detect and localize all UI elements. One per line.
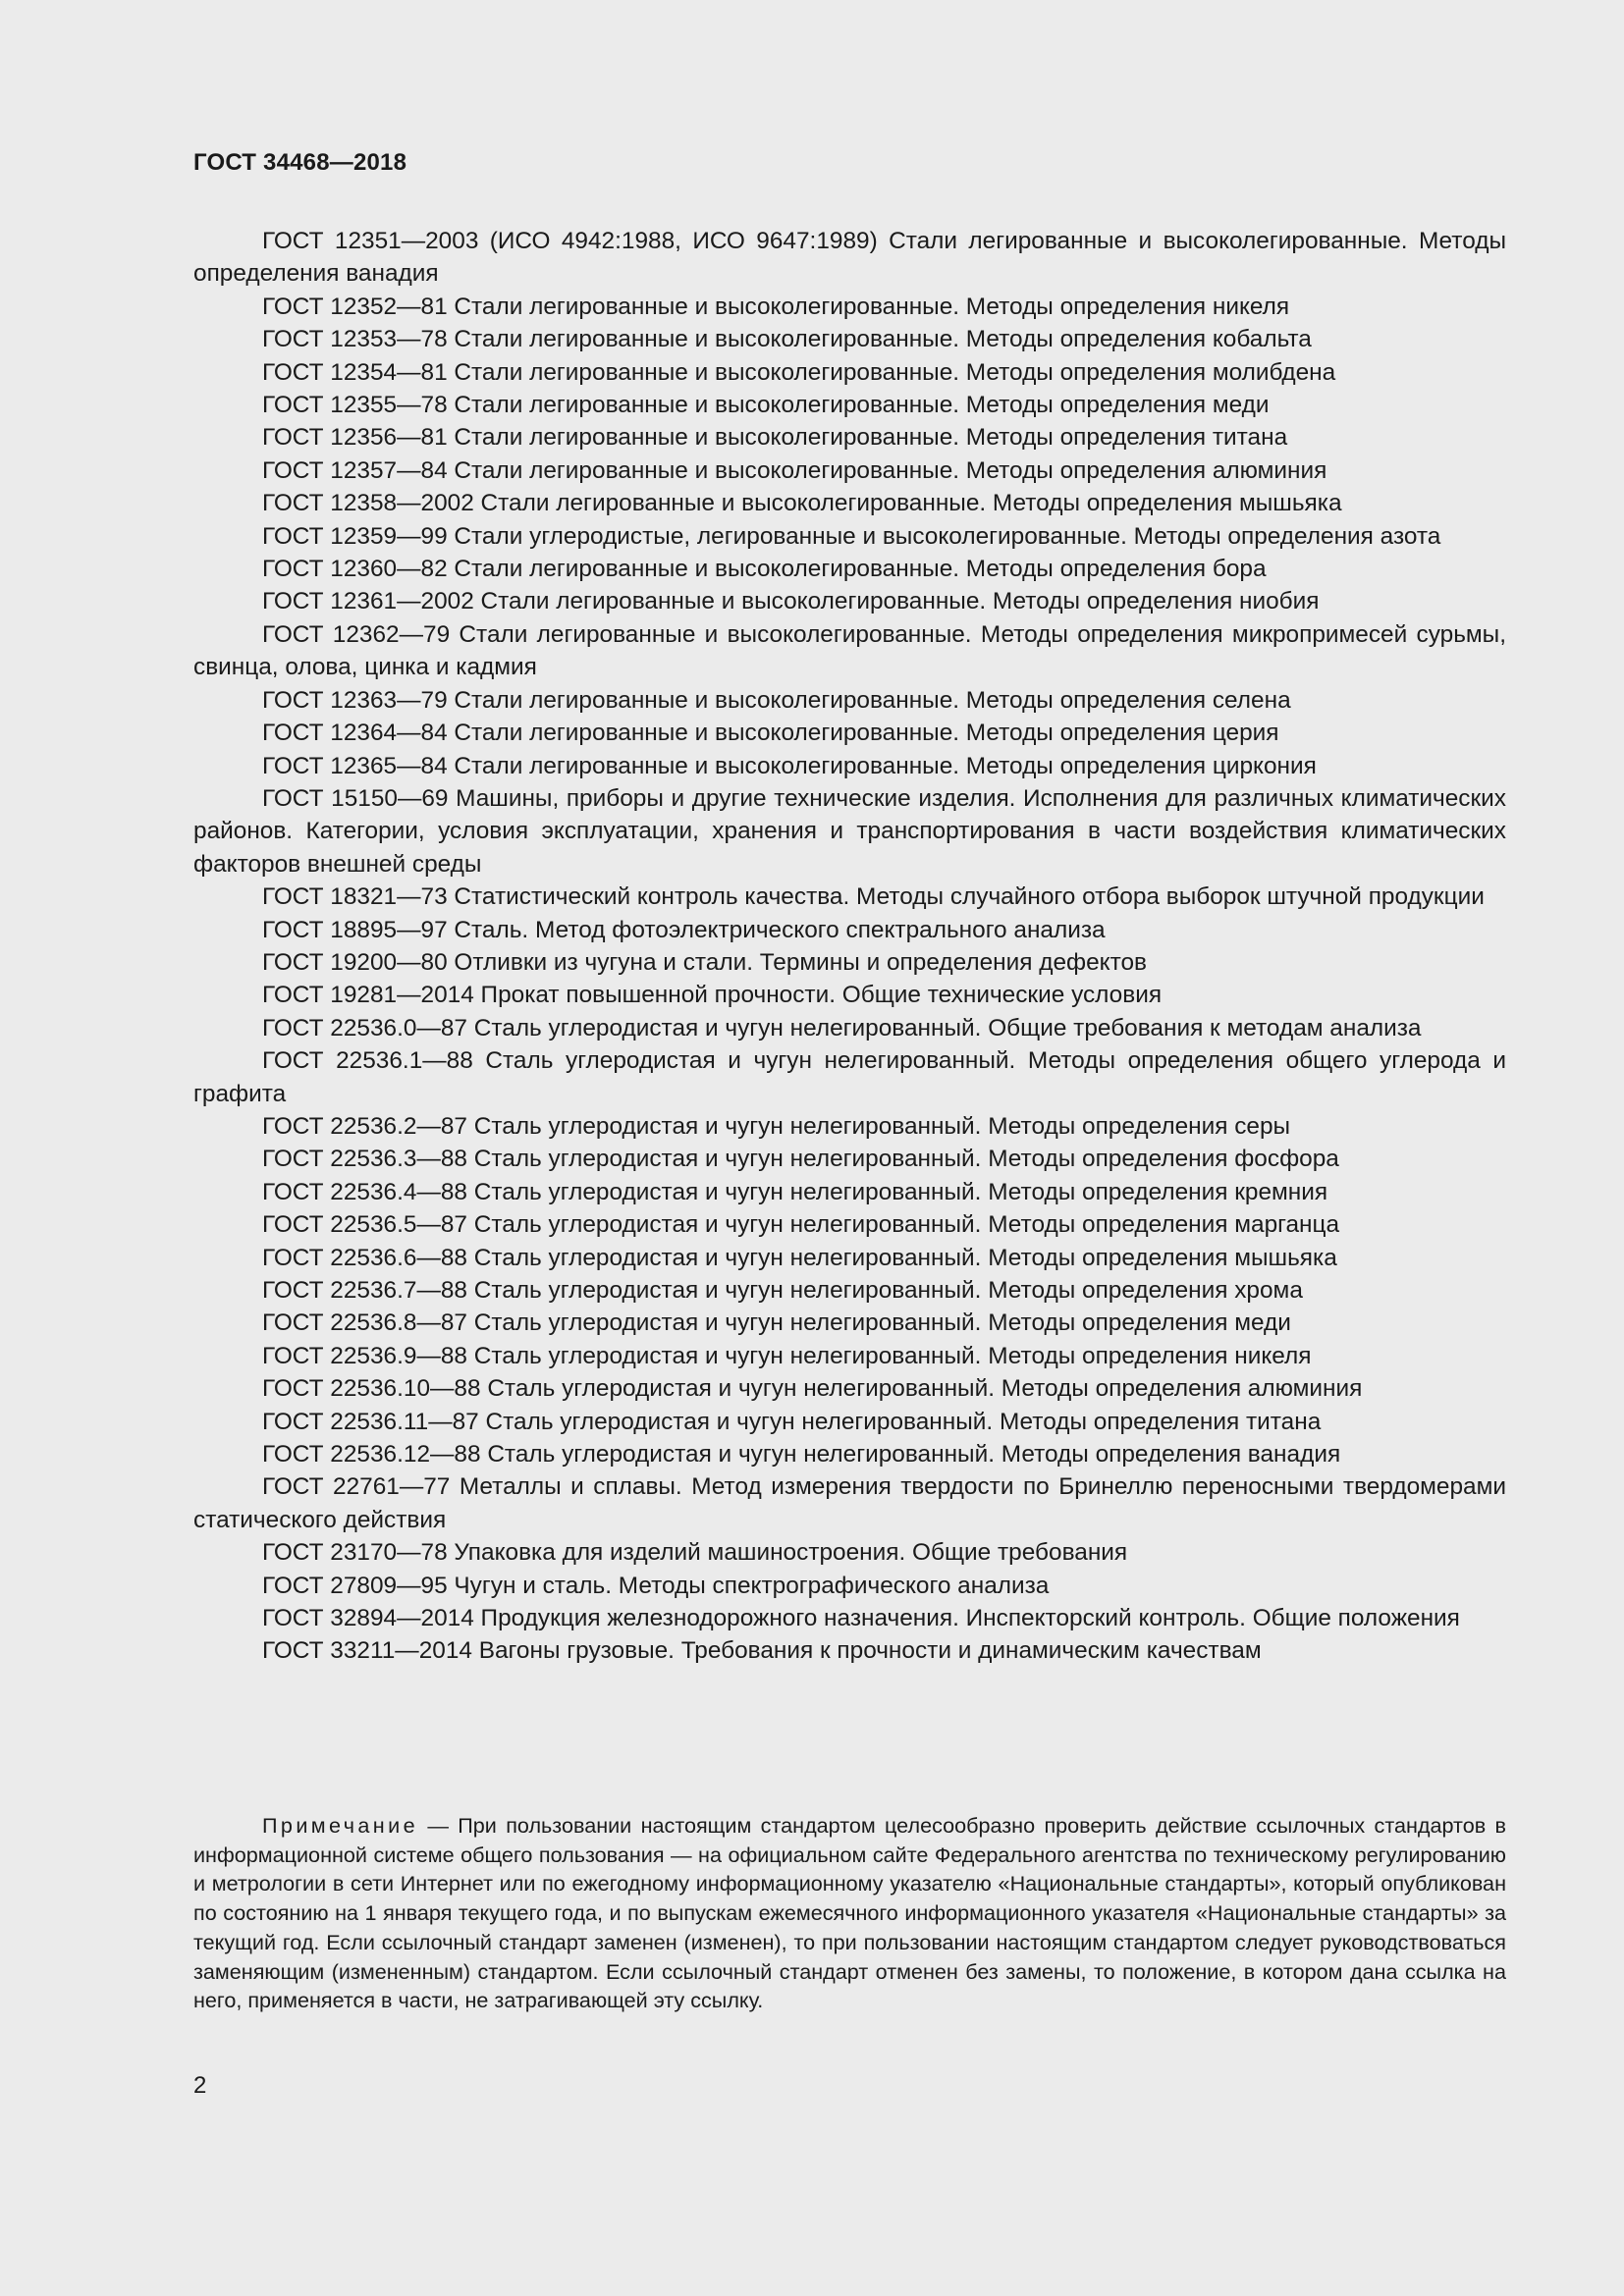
reference-item: ГОСТ 32894—2014 Продукция железнодорожного назначения. Инспекторский контроль. Общие положения — [262, 1605, 1460, 1632]
document-header: ГОСТ 34468—2018 — [193, 149, 407, 176]
reference-item: ГОСТ 22536.5—87 Сталь углеродистая и чугун нелегированный. Методы определения марганца — [262, 1211, 1340, 1239]
normative-references-list — [193, 225, 1506, 1668]
reference-item: ГОСТ 12352—81 Стали легированные и высоколегированные. Методы определения никеля — [262, 293, 1290, 320]
reference-item: ГОСТ 22536.8—87 Сталь углеродистая и чугун нелегированный. Методы определения меди — [262, 1309, 1291, 1337]
reference-item: ГОСТ 12358—2002 Стали легированные и высоколегированные. Методы определения мышьяка — [262, 490, 1342, 517]
note-label: Примечание — [262, 1813, 418, 1838]
reference-item: ГОСТ 22536.4—88 Сталь углеродистая и чугун нелегированный. Методы определения кремния — [262, 1178, 1328, 1205]
reference-item: ГОСТ 15150—69 Машины, приборы и другие технические изделия. Исполнения для различных климатических районов. Категории, условия эксплуатации, хранения и транспортирования в части воздействия климатических факторов внешней среды — [193, 784, 1506, 878]
reference-item: ГОСТ 23170—78 Упаковка для изделий машиностроения. Общие требования — [262, 1539, 1128, 1567]
reference-item: ГОСТ 12354—81 Стали легированные и высоколегированные. Методы определения молибдена — [262, 358, 1336, 386]
note-paragraph — [193, 1811, 1506, 2015]
reference-item: ГОСТ 18895—97 Сталь. Метод фотоэлектрического спектрального анализа — [262, 916, 1106, 943]
reference-item: ГОСТ 12365—84 Стали легированные и высоколегированные. Методы определения циркония — [262, 752, 1317, 779]
reference-item: ГОСТ 12351—2003 (ИСО 4942:1988, ИСО 9647:1989) Стали легированные и высоколегированные. Методы определения ванадия — [193, 228, 1506, 288]
reference-item: ГОСТ 12364—84 Стали легированные и высоколегированные. Методы определения церия — [262, 720, 1279, 747]
reference-item: ГОСТ 22536.2—87 Сталь углеродистая и чугун нелегированный. Методы определения серы — [262, 1112, 1291, 1140]
reference-item: ГОСТ 22536.1—88 Сталь углеродистая и чугун нелегированный. Методы определения общего углерода и графита — [193, 1047, 1506, 1107]
reference-item: ГОСТ 18321—73 Статистический контроль качества. Методы случайного отбора выборок штучной продукции — [262, 883, 1485, 911]
reference-item: ГОСТ 22536.9—88 Сталь углеродистая и чугун нелегированный. Методы определения никеля — [262, 1342, 1312, 1369]
reference-item: ГОСТ 19281—2014 Прокат повышенной прочности. Общие технические условия — [262, 982, 1163, 1009]
reference-item: ГОСТ 12355—78 Стали легированные и высоколегированные. Методы определения меди — [262, 392, 1270, 419]
reference-item: ГОСТ 22536.6—88 Сталь углеродистая и чугун нелегированный. Методы определения мышьяка — [262, 1244, 1337, 1271]
page-number: 2 — [193, 2072, 207, 2099]
reference-item: ГОСТ 12361—2002 Стали легированные и высоколегированные. Методы определения ниобия — [262, 588, 1320, 615]
reference-item: ГОСТ 12360—82 Стали легированные и высоколегированные. Методы определения бора — [262, 556, 1267, 583]
reference-item: ГОСТ 12357—84 Стали легированные и высоколегированные. Методы определения алюминия — [262, 456, 1327, 484]
reference-item: ГОСТ 12359—99 Стали углеродистые, легированные и высоколегированные. Методы определения азота — [262, 522, 1441, 550]
reference-item: ГОСТ 12356—81 Стали легированные и высоколегированные. Методы определения титана — [262, 424, 1288, 452]
reference-item: ГОСТ 27809—95 Чугун и сталь. Методы спектрографического анализа — [262, 1572, 1050, 1599]
note-text: — При пользовании настоящим стандартом целесообразно проверить действие ссылочных стандартов в информационной системе общего пользования — на официальном сайте Федерального агентства по техническому регулированию и метрологии в сети Интернет или по ежегодному информационному указателю «Национальные стандарты», который опубликован по состоянию на 1 января текущего года, и по выпускам ежемесячного информационного указателя «Национальные стандарты» за текущий год. Если ссылочный стандарт заменен (изменен), то при пользовании настоящим стандартом следует руководствоваться заменяющим (измененным) стандартом. Если ссылочный стандарт отменен без замены, то положение, в котором дана ссылка на него, применяется в части, не затрагивающей эту ссылку. — [193, 1813, 1506, 2013]
reference-item: ГОСТ 22536.3—88 Сталь углеродистая и чугун нелегированный. Методы определения фосфора — [262, 1146, 1339, 1173]
reference-item: ГОСТ 12362—79 Стали легированные и высоколегированные. Методы определения микропримесей сурьмы, свинца, олова, цинка и кадмия — [193, 620, 1506, 681]
reference-item: ГОСТ 22536.12—88 Сталь углеродистая и чугун нелегированный. Методы определения ванадия — [262, 1441, 1341, 1468]
reference-item: ГОСТ 22536.0—87 Сталь углеродистая и чугун нелегированный. Общие требования к методам анализа — [262, 1014, 1422, 1041]
reference-item: ГОСТ 22761—77 Металлы и сплавы. Метод измерения твердости по Бринеллю переносными твердомерами статического действия — [193, 1473, 1506, 1533]
reference-item: ГОСТ 19200—80 Отливки из чугуна и стали. Термины и определения дефектов — [262, 948, 1148, 976]
reference-item: ГОСТ 22536.11—87 Сталь углеродистая и чугун нелегированный. Методы определения титана — [262, 1408, 1322, 1435]
reference-item: ГОСТ 12353—78 Стали легированные и высоколегированные. Методы определения кобальта — [262, 326, 1312, 353]
reference-item: ГОСТ 33211—2014 Вагоны грузовые. Требования к прочности и динамическим качествам — [262, 1637, 1262, 1665]
reference-item: ГОСТ 22536.10—88 Сталь углеродистая и чугун нелегированный. Методы определения алюминия — [262, 1375, 1363, 1403]
reference-item: ГОСТ 22536.7—88 Сталь углеродистая и чугун нелегированный. Методы определения хрома — [262, 1277, 1303, 1304]
reference-item: ГОСТ 12363—79 Стали легированные и высоколегированные. Методы определения селена — [262, 686, 1291, 714]
